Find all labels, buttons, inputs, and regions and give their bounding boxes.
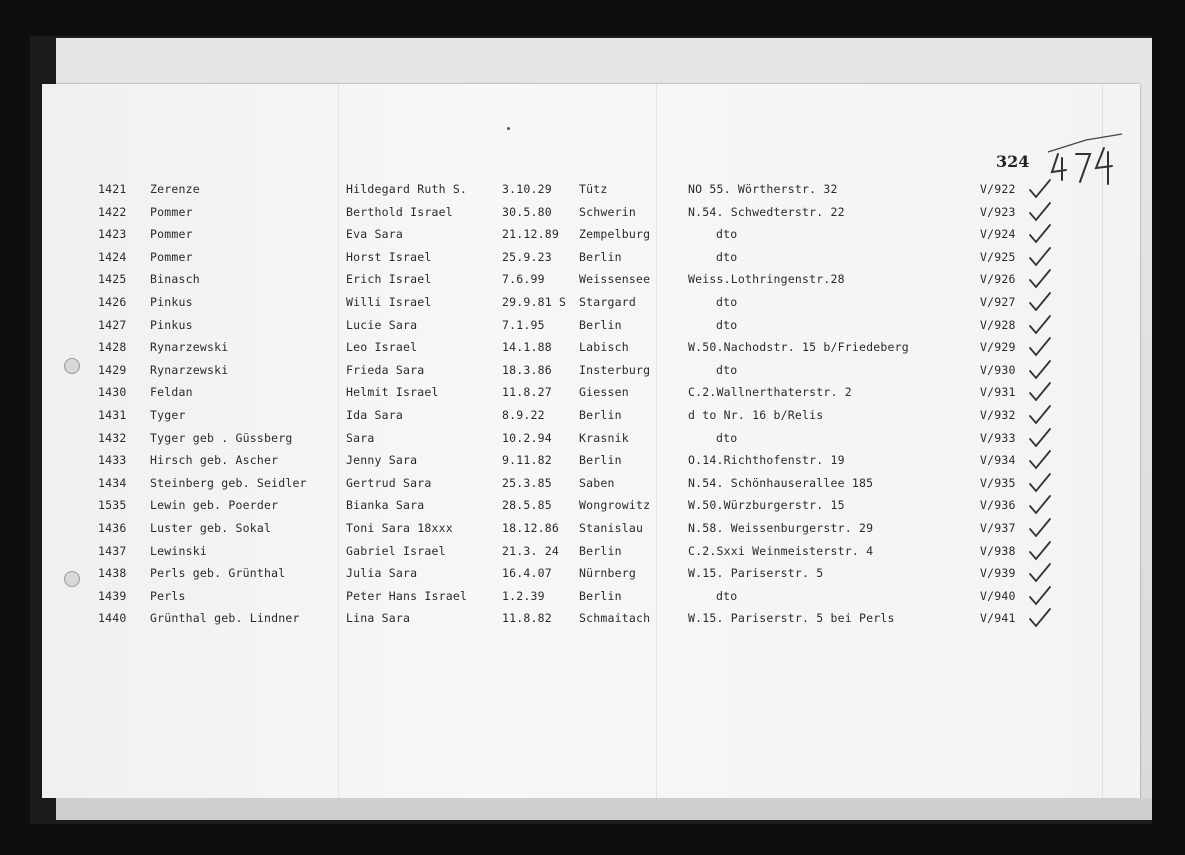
birthplace: Stanislau [579, 521, 644, 535]
reference-number: V/929 [980, 340, 1016, 355]
birth-date: 21.12.89 [502, 227, 559, 242]
address: N.54. Schwedterstr. 22 [688, 204, 845, 219]
address: C.2.Wallnerthaterstr. 2 [688, 385, 852, 400]
row-number: 1425 [98, 272, 127, 287]
surname: Hirsch geb. Ascher [150, 453, 279, 468]
birthplace: Giessen [579, 385, 629, 400]
given-name: Julia Sara [346, 566, 418, 581]
birth-date: 9.11.82 [502, 453, 552, 468]
surname: Pommer [150, 204, 193, 219]
row-number: 1437 [98, 543, 127, 558]
table-row [0, 340, 1185, 360]
table-row [0, 498, 1185, 518]
birthplace: Tütz [579, 182, 608, 196]
birth-date: 11.8.82 [502, 611, 552, 626]
row-number: 1433 [98, 453, 127, 468]
row-number: 1426 [98, 295, 127, 309]
surname: Tyger [150, 408, 186, 422]
address: NO 55. Wörtherstr. 32 [688, 182, 838, 196]
checkmark-icon [1028, 540, 1052, 562]
given-name: Peter Hans Israel [346, 588, 468, 603]
address: dto [716, 317, 738, 332]
surname: Perls geb. Grünthal [150, 566, 286, 581]
checkmark-icon [1028, 585, 1052, 607]
given-name: Horst Israel [346, 249, 432, 264]
birth-date: 16.4.07 [502, 566, 552, 581]
table-row [0, 566, 1185, 586]
surname: Pinkus [150, 317, 193, 332]
birthplace: Insterburg [579, 362, 651, 377]
reference-number: V/933 [980, 430, 1016, 445]
birth-date: 1.2.39 [502, 588, 545, 603]
reference-number: V/922 [980, 182, 1016, 196]
address: W.15. Pariserstr. 5 [688, 566, 824, 581]
birthplace: Stargard [579, 295, 636, 309]
surname: Tyger geb . Güssberg [150, 430, 293, 445]
reference-number: V/934 [980, 453, 1016, 468]
birth-date: 30.5.80 [502, 204, 552, 219]
table-row [0, 295, 1185, 315]
surname: Lewinski [150, 543, 207, 558]
surname: Rynarzewski [150, 362, 229, 377]
reference-number: V/936 [980, 498, 1016, 513]
birthplace: Berlin [579, 453, 622, 468]
reference-number: V/932 [980, 408, 1016, 422]
checkmark-icon [1028, 314, 1052, 336]
birthplace: Wongrowitz [579, 498, 651, 513]
birth-date: 28.5.85 [502, 498, 552, 513]
row-number: 1423 [98, 227, 127, 242]
row-number: 1424 [98, 249, 127, 264]
birth-date: 7.6.99 [502, 272, 545, 287]
table-row [0, 250, 1185, 270]
surname: Rynarzewski [150, 340, 229, 355]
row-number: 1438 [98, 566, 127, 581]
address: W.50.Würzburgerstr. 15 [688, 498, 845, 513]
table-row [0, 227, 1185, 247]
table-row [0, 385, 1185, 405]
given-name: Sara [346, 430, 375, 445]
table-row [0, 272, 1185, 292]
address: N.54. Schönhauserallee 185 [688, 475, 874, 490]
checkmark-icon [1028, 359, 1052, 381]
checkmark-icon [1028, 268, 1052, 290]
birth-date: 25.3.85 [502, 475, 552, 490]
birthplace: Krasnik [579, 430, 629, 445]
birth-date: 18.12.86 [502, 521, 559, 535]
address: dto [716, 295, 738, 309]
table-row [0, 544, 1185, 564]
surname: Grünthal geb. Lindner [150, 611, 300, 626]
birth-date: 7.1.95 [502, 317, 545, 332]
row-number: 1428 [98, 340, 127, 355]
reference-number: V/938 [980, 543, 1016, 558]
birthplace: Schmaitach [579, 611, 651, 626]
table-row [0, 205, 1185, 225]
birthplace: Berlin [579, 543, 622, 558]
given-name: Toni Sara 18xxx [346, 521, 453, 535]
birth-date: 25.9.23 [502, 249, 552, 264]
row-number: 1535 [98, 498, 127, 513]
given-name: Lucie Sara [346, 317, 418, 332]
surname: Lewin geb. Poerder [150, 498, 279, 513]
checkmark-icon [1028, 607, 1052, 629]
birth-date: 3.10.29 [502, 182, 552, 196]
address: dto [716, 430, 738, 445]
birth-date: 8.9.22 [502, 408, 545, 422]
table-row [0, 408, 1185, 428]
checkmark-icon [1028, 449, 1052, 471]
table-row [0, 182, 1185, 202]
given-name: Berthold Israel [346, 204, 453, 219]
birthplace: Nürnberg [579, 566, 636, 581]
surname: Pinkus [150, 295, 193, 309]
surname: Luster geb. Sokal [150, 521, 272, 535]
checkmark-icon [1028, 427, 1052, 449]
checkmark-icon [1028, 562, 1052, 584]
surname: Pommer [150, 227, 193, 242]
table-row [0, 363, 1185, 383]
checkmark-icon [1028, 381, 1052, 403]
checkmark-icon [1028, 291, 1052, 313]
birth-date: 21.3. 24 [502, 543, 559, 558]
given-name: Helmit Israel [346, 385, 439, 400]
surname: Steinberg geb. Seidler [150, 475, 307, 490]
reference-number: V/931 [980, 385, 1016, 400]
address: W.50.Nachodstr. 15 b/Friedeberg [688, 340, 909, 355]
table-row [0, 589, 1185, 609]
given-name: Lina Sara [346, 611, 411, 626]
checkmark-icon [1028, 246, 1052, 268]
surname: Pommer [150, 249, 193, 264]
surname: Perls [150, 588, 186, 603]
checkmark-icon [1028, 223, 1052, 245]
table-row [0, 318, 1185, 338]
reference-number: V/930 [980, 362, 1016, 377]
row-number: 1439 [98, 588, 127, 603]
address: N.58. Weissenburgerstr. 29 [688, 521, 874, 535]
surname: Binasch [150, 272, 200, 287]
row-number: 1432 [98, 430, 127, 445]
checkmark-icon [1028, 336, 1052, 358]
given-name: Leo Israel [346, 340, 418, 355]
given-name: Jenny Sara [346, 453, 418, 468]
given-name: Hildegard Ruth S. [346, 182, 468, 196]
birthplace: Berlin [579, 249, 622, 264]
reference-number: V/940 [980, 588, 1016, 603]
row-number: 1436 [98, 521, 127, 535]
given-name: Erich Israel [346, 272, 432, 287]
checkmark-icon [1028, 517, 1052, 539]
table-row [0, 431, 1185, 451]
reference-number: V/926 [980, 272, 1016, 287]
row-number: 1427 [98, 317, 127, 332]
row-number: 1421 [98, 182, 127, 196]
checkmark-icon [1028, 404, 1052, 426]
birthplace: Weissensee [579, 272, 651, 287]
table-row [0, 521, 1185, 541]
row-number: 1434 [98, 475, 127, 490]
given-name: Eva Sara [346, 227, 403, 242]
birth-date: 14.1.88 [502, 340, 552, 355]
checkmark-icon [1028, 201, 1052, 223]
address: Weiss.Lothringenstr.28 [688, 272, 845, 287]
birth-date: 18.3.86 [502, 362, 552, 377]
birth-date: 10.2.94 [502, 430, 552, 445]
address: C.2.Sxxi Weinmeisterstr. 4 [688, 543, 874, 558]
row-number: 1440 [98, 611, 127, 626]
reference-number: V/923 [980, 204, 1016, 219]
table-row [0, 611, 1185, 631]
row-number: 1429 [98, 362, 127, 377]
birthplace: Berlin [579, 408, 622, 422]
address: dto [716, 362, 738, 377]
reference-number: V/937 [980, 521, 1016, 535]
checkmark-icon [1028, 494, 1052, 516]
row-number: 1431 [98, 408, 127, 422]
row-number: 1430 [98, 385, 127, 400]
address: dto [716, 588, 738, 603]
address: dto [716, 227, 738, 242]
reference-number: V/927 [980, 295, 1016, 309]
surname: Zerenze [150, 182, 200, 196]
address: dto [716, 249, 738, 264]
checkmark-icon [1028, 178, 1052, 200]
birthplace: Berlin [579, 317, 622, 332]
table-row [0, 453, 1185, 473]
surname: Feldan [150, 385, 193, 400]
given-name: Gabriel Israel [346, 543, 446, 558]
reference-number: V/941 [980, 611, 1016, 626]
page-number: 324 [996, 152, 1030, 171]
birthplace: Berlin [579, 588, 622, 603]
reference-number: V/925 [980, 249, 1016, 264]
given-name: Bianka Sara [346, 498, 425, 513]
given-name: Willi Israel [346, 295, 432, 309]
checkmark-icon [1028, 472, 1052, 494]
birthplace: Saben [579, 475, 615, 490]
birth-date: 29.9.81 S [502, 295, 567, 309]
given-name: Ida Sara [346, 408, 403, 422]
reference-number: V/924 [980, 227, 1016, 242]
given-name: Frieda Sara [346, 362, 425, 377]
reference-number: V/928 [980, 317, 1016, 332]
address: d to Nr. 16 b/Relis [688, 408, 824, 422]
address: O.14.Richthofenstr. 19 [688, 453, 845, 468]
row-number: 1422 [98, 204, 127, 219]
table-row [0, 476, 1185, 496]
given-name: Gertrud Sara [346, 475, 432, 490]
birthplace: Schwerin [579, 204, 636, 219]
birthplace: Zempelburg [579, 227, 651, 242]
birthplace: Labisch [579, 340, 629, 355]
reference-number: V/939 [980, 566, 1016, 581]
reference-number: V/935 [980, 475, 1016, 490]
address: W.15. Pariserstr. 5 bei Perls [688, 611, 895, 626]
birth-date: 11.8.27 [502, 385, 552, 400]
